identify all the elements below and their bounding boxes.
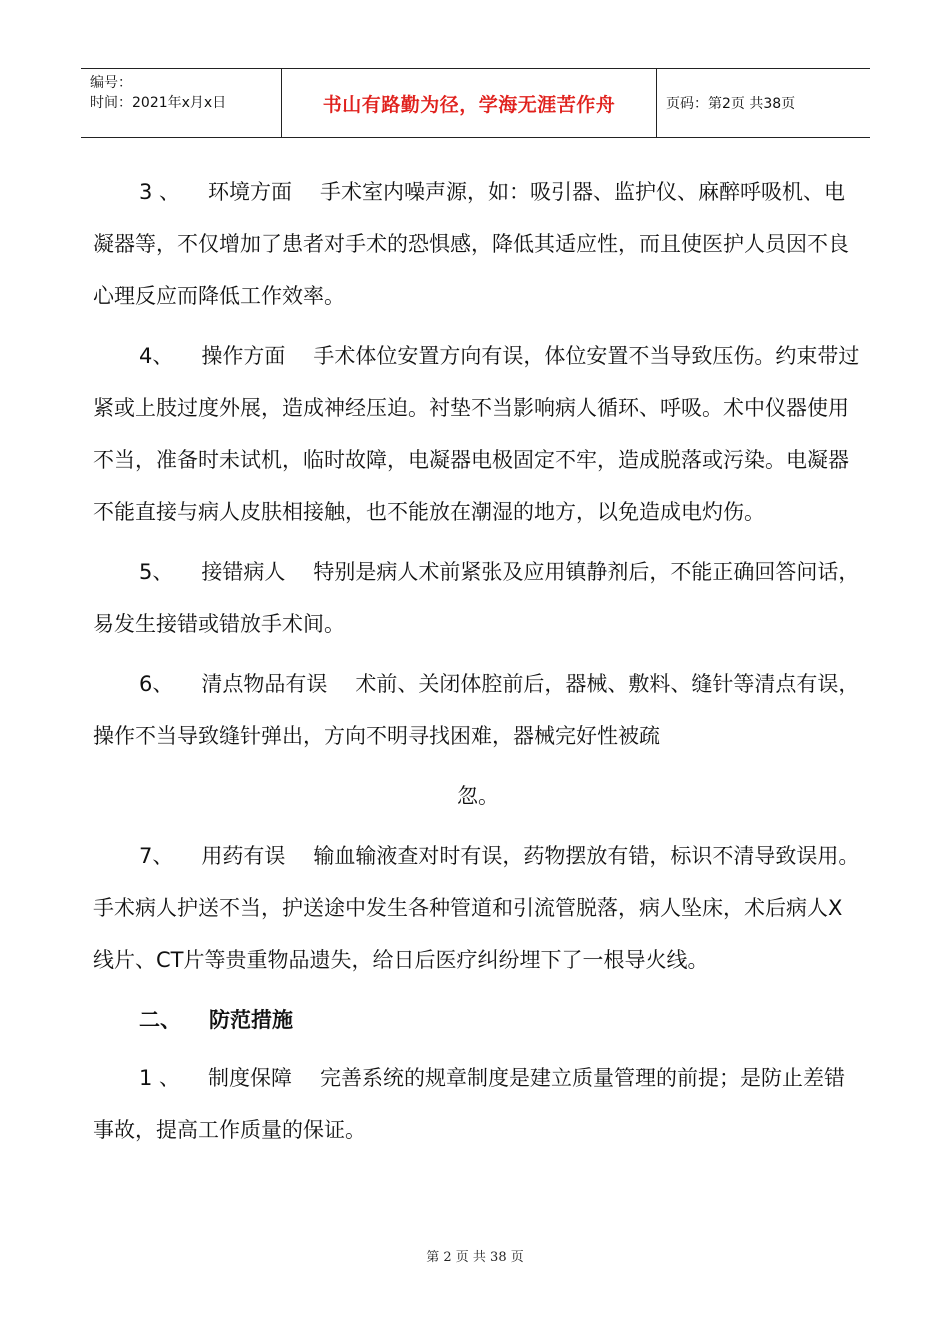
paragraph-number: 5、 [139, 560, 174, 584]
paragraph-5 [93, 546, 863, 650]
paragraph-topic: 接错病人 [201, 560, 286, 584]
number-label: 编号： [90, 75, 132, 91]
section-title: 防范措施 [209, 1008, 293, 1032]
page-footer: 第 2 页 共 38 页 [426, 1250, 524, 1265]
paragraph-4 [93, 330, 863, 538]
document-body [93, 166, 863, 1164]
paragraph-1 [93, 1052, 863, 1156]
paragraph-text: 特别是病人术前紧张及应用镇静剂后，不能正确回答问话，易发生接错或错放手术间。 [93, 560, 860, 636]
paragraph-text: 术前、关闭体腔前后，器械、敷料、缝针等清点有误，操作不当导致缝针弹出，方向不明寻找困难，器械完好性被疏 [93, 672, 860, 748]
document-header [81, 68, 870, 138]
header-page-cell [657, 69, 870, 137]
paragraph-number: 4、 [139, 344, 174, 368]
section-heading [93, 994, 863, 1046]
header-info-cell [81, 69, 282, 137]
paragraph-topic: 操作方面 [201, 344, 286, 368]
time-label: 时间：2021年x月x日 [90, 95, 227, 111]
paragraph-topic: 用药有误 [201, 844, 286, 868]
paragraph-number: 7、 [139, 844, 174, 868]
section-number: 二、 [139, 1008, 181, 1032]
paragraph-topic: 环境方面 [208, 180, 293, 204]
header-motto-cell [282, 69, 657, 137]
paragraph-text: 手术室内噪声源，如：吸引器、监护仪、麻醉呼吸机、电凝器等，不仅增加了患者对手术的恐惧感，降低其适应性，而且使医护人员因不良心理反应而降低工作效率。 [93, 180, 849, 308]
paragraph-6 [93, 658, 863, 762]
paragraph-3 [93, 166, 863, 322]
paragraph-topic: 清点物品有误 [201, 672, 328, 696]
paragraph-number: 6、 [139, 672, 174, 696]
paragraph-text: 完善系统的规章制度是建立质量管理的前提；是防止差错事故，提高工作质量的保证。 [93, 1066, 846, 1142]
paragraph-6-tail [93, 770, 863, 822]
page-label: 页码：第2页 共38页 [666, 96, 796, 112]
paragraph-text: 手术体位安置方向有误，体位安置不当导致压伤。约束带过紧或上肢过度外展，造成神经压迫。衬垫不当影响病人循环、呼吸。术中仪器使用不当，准备时未试机，临时故障，电凝器电极固定不牢，造成脱落或污染。电凝器不能直接与病人皮肤相接触，也不能放在潮湿的地方，以免造成电灼伤。 [93, 344, 860, 524]
paragraph-number: 3 、 [139, 180, 181, 204]
paragraph-tail-text: 忽。 [457, 784, 499, 808]
paragraph-7 [93, 830, 863, 986]
paragraph-topic: 制度保障 [208, 1066, 293, 1090]
paragraph-number: 1 、 [139, 1066, 181, 1090]
motto: 书山有路勤为径，学海无涯苦作舟 [322, 93, 616, 116]
paragraph-text: 输血输液查对时有误，药物摆放有错，标识不清导致误用。手术病人护送不当，护送途中发生各种管道和引流管脱落，病人坠床，术后病人X线片、CT片等贵重物品遗失，给日后医疗纠纷埋下了一根导火线。 [93, 844, 860, 972]
